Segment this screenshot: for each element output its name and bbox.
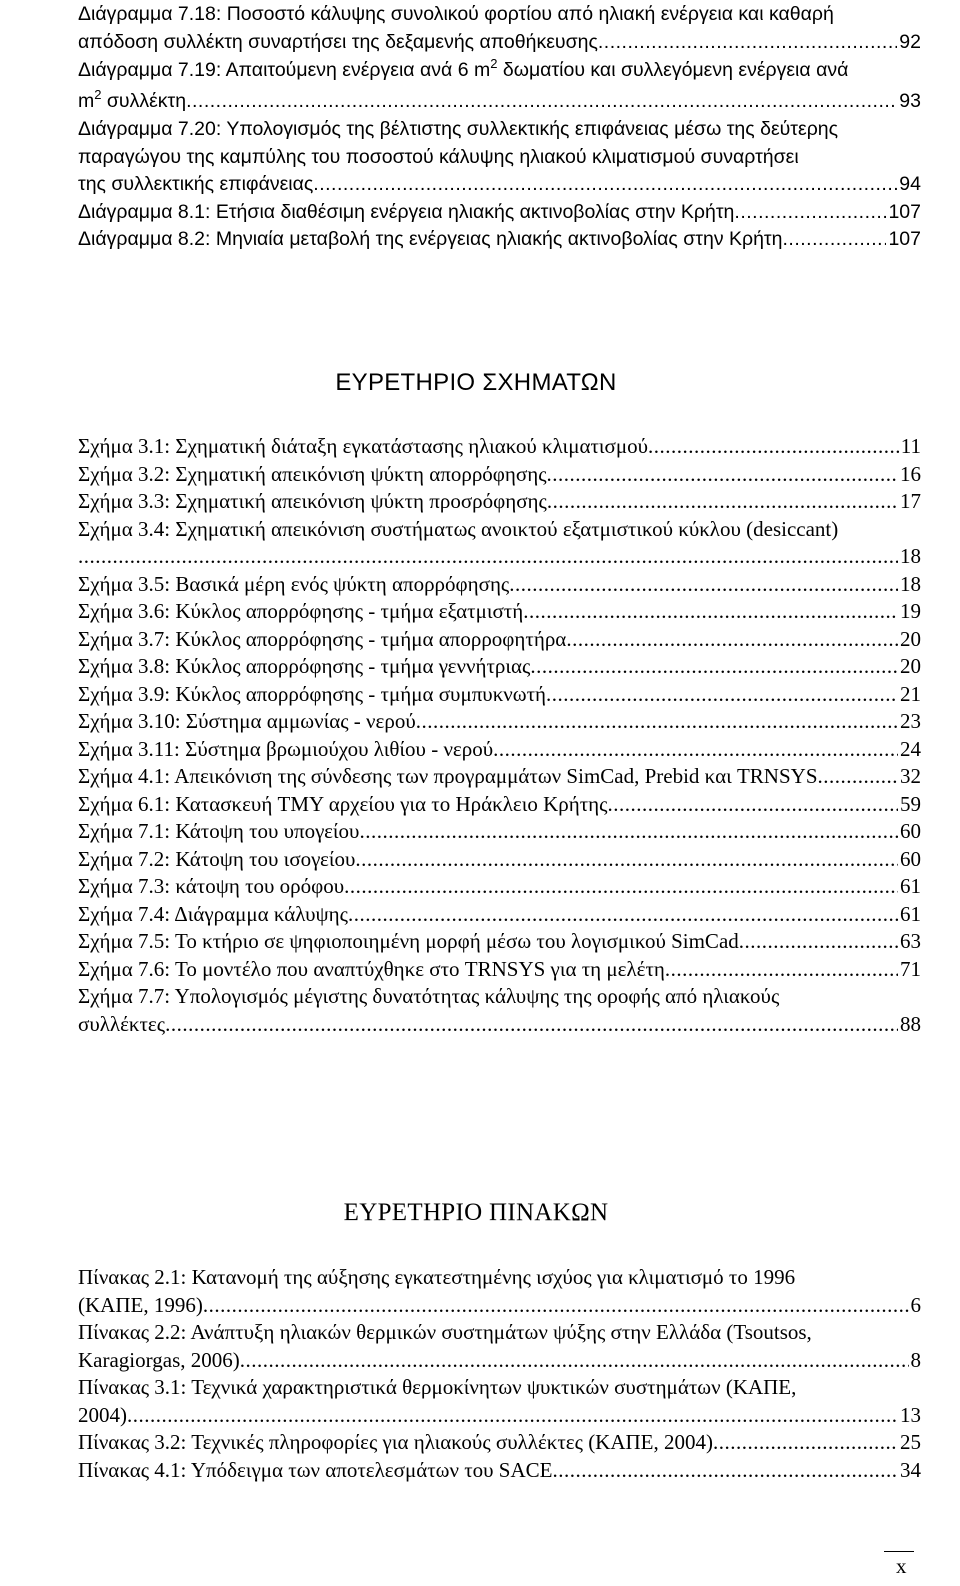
tables-list (31, 1264, 921, 1484)
page-number: 32 (900, 764, 921, 788)
entry-text: Σχήμα 7.2: Κάτοψη του ισογείου (78, 846, 356, 871)
page-number: 19 (900, 599, 921, 623)
entry-text: Σχήμα 3.2: Σχηματική απεικόνιση ψύκτη απορρόφησης (78, 461, 547, 486)
list-item (31, 818, 921, 846)
dot-leader (203, 1292, 909, 1320)
entry-text: δωματίου και συλλεγόμενη ενέργεια ανά (497, 59, 849, 81)
list-item (31, 1, 921, 56)
page-number: 61 (900, 901, 921, 926)
tables-heading: ΕΥΡΕΤΗΡΙΟ ΠΙΝΑΚΩΝ (343, 1199, 609, 1226)
entry-text: Σχήμα 3.4: Σχηματική απεικόνιση συστήματως ανοικτού εξατμιστικού κύκλου (desiccant) (78, 516, 839, 541)
page-number: 21 (900, 681, 921, 706)
entry-text: Διάγραμμα 7.20: Υπολογισμός της βέλτιστης συλλεκτικής επιφάνειας μέσω της δεύτερης (78, 118, 839, 140)
entry-text: Σχήμα 3.7: Κύκλος απορρόφησης - τμήμα απορροφητήρα (78, 626, 567, 651)
entry-text: Σχήμα 7.7: Υπολογισμός μέγιστης δυνατότητας κάλυψης της οροφής από ηλιακούς (78, 984, 780, 1008)
entry-text: 2004) (78, 1402, 127, 1427)
page-number: 18 (900, 544, 921, 568)
list-item (31, 1457, 921, 1485)
dot-leader (607, 791, 898, 819)
list-item (31, 598, 921, 626)
entry-text: Σχήμα 3.5: Βασικά μέρη ενός ψύκτη απορρόφησης (78, 571, 510, 596)
list-item (31, 488, 921, 516)
page-number: 17 (900, 489, 921, 513)
dot-leader (546, 681, 898, 709)
dot-leader (739, 928, 898, 956)
page-number: 93 (899, 89, 921, 112)
list-item (31, 57, 921, 115)
dot-leader (313, 171, 897, 199)
entry-text: Διάγραμμα 7.19: Απαιτούμενη ενέργεια ανά 6 m (78, 59, 491, 81)
entry-text: Σχήμα 7.4: Διάγραμμα κάλυψης (78, 901, 348, 926)
page-number: 18 (900, 571, 921, 596)
diagrams-list (31, 1, 921, 254)
page-number: 61 (900, 874, 921, 898)
entry-text: της συλλεκτικής επιφάνειας (78, 173, 314, 195)
entry-text: Σχήμα 7.6: Το μοντέλο που αναπτύχθηκε στο TRNSYS για τη μελέτη (78, 956, 665, 981)
superscript: 2 (94, 86, 102, 102)
page-number: 6 (910, 1292, 921, 1317)
list-item (31, 873, 921, 901)
footer-rule (884, 1551, 914, 1552)
entry-text: Σχήμα 6.1: Κατασκευή TMY αρχείου για το Ηράκλειο Κρήτης (78, 791, 608, 816)
dot-leader (78, 543, 898, 571)
list-item (31, 461, 921, 489)
page-number: 11 (900, 434, 921, 458)
entry-text: Σχήμα 3.8: Κύκλος απορρόφησης - τμήμα γεννήτριας (78, 654, 531, 678)
page-number: 16 (900, 461, 921, 486)
page-number: 71 (900, 956, 921, 981)
dot-leader (734, 199, 886, 227)
dot-leader (818, 763, 898, 791)
entry-text: παραγώγου της καμπύλης του ποσοστού κάλυψης ηλιακού κλιματισμού συναρτήσει (78, 145, 799, 168)
dot-leader (127, 1402, 898, 1430)
page-number: 20 (900, 654, 921, 678)
entry-text: Σχήμα 3.1: Σχηματική διάταξη εγκατάστασης ηλιακού κλιματισμού (78, 434, 649, 458)
page-number: 20 (900, 626, 921, 651)
page-number: 60 (900, 846, 921, 871)
list-item (31, 199, 921, 227)
list-item (31, 226, 921, 254)
dot-leader (509, 571, 898, 599)
page-number: 63 (900, 929, 921, 953)
list-item (31, 681, 921, 709)
entry-text: Σχήμα 3.6: Κύκλος απορρόφησης - τμήμα εξατμιστή (78, 599, 524, 623)
dot-leader (348, 901, 898, 929)
page-number: 59 (900, 791, 921, 816)
list-item (31, 708, 921, 736)
dot-leader (547, 488, 898, 516)
page-number: 60 (900, 819, 921, 843)
page-number: 25 (900, 1430, 921, 1454)
page-number: 107 (888, 228, 921, 250)
entry-text: Σχήμα 3.3: Σχηματική απεικόνιση ψύκτη προσρόφησης (78, 489, 547, 513)
dot-leader (355, 846, 898, 874)
dot-leader (648, 433, 899, 461)
list-item (31, 116, 921, 199)
list-item (31, 763, 921, 791)
entry-text: συλλέκτες (78, 1011, 166, 1036)
entry-text: Διάγραμμα 8.1: Ετήσια διαθέσιμη ενέργεια ηλιακής ακτινοβολίας στην Κρήτη (78, 200, 735, 223)
list-item (31, 1264, 921, 1319)
page-number: 107 (888, 200, 921, 223)
entry-text: Πίνακας 3.1: Τεχνικά χαρακτηριστικά θερμοκίνητων ψυκτικών συστημάτων (ΚΑΠΕ, (78, 1375, 797, 1399)
list-item (31, 1319, 921, 1374)
entry-text: Σχήμα 3.9: Κύκλος απορρόφησης - τμήμα συμπυκνωτή (78, 681, 547, 706)
list-item (31, 901, 921, 929)
page-number: 13 (900, 1402, 921, 1427)
dot-leader (782, 226, 886, 254)
list-item (31, 736, 921, 764)
list-item (31, 791, 921, 819)
dot-leader (598, 29, 897, 57)
dot-leader (165, 1011, 898, 1039)
entry-text: Σχήμα 7.1: Κάτοψη του υπογείου (78, 819, 360, 843)
dot-leader (552, 1457, 898, 1485)
list-item (31, 956, 921, 984)
entry-text: Σχήμα 7.3: κάτοψη του ορόφου (78, 874, 345, 898)
dot-leader (240, 1347, 909, 1375)
list-item (31, 983, 921, 1038)
dot-leader (493, 736, 898, 764)
page-number: 23 (900, 709, 921, 733)
page-number: 94 (899, 173, 921, 195)
entry-text: Διάγραμμα 8.2: Μηνιαία μεταβολή της ενέργειας ηλιακής ακτινοβολίας στην Κρήτη (78, 228, 783, 250)
list-item (31, 571, 921, 599)
entry-text: συλλέκτη (101, 89, 187, 112)
dot-leader (713, 1429, 898, 1457)
entry-text: Σχήμα 3.10: Σύστημα αμμωνίας - νερού (78, 709, 416, 733)
page-number: 24 (900, 736, 921, 761)
document-page (31, 0, 921, 1586)
entry-text: Σχήμα 4.1: Απεικόνιση της σύνδεσης των προγραμμάτων SimCad, Prebid και TRNSYS (78, 764, 818, 788)
page-number: 88 (900, 1011, 921, 1036)
list-item (31, 626, 921, 654)
dot-leader (416, 708, 898, 736)
list-item (31, 653, 921, 681)
page-number: 92 (899, 30, 921, 53)
page-number: 34 (900, 1457, 921, 1482)
entry-text: Karagiorgas, 2006) (78, 1347, 240, 1372)
dot-leader (530, 653, 898, 681)
dot-leader (566, 626, 898, 654)
entry-text: Πίνακας 4.1: Υπόδειγμα των αποτελεσμάτων του SACE (78, 1457, 553, 1482)
list-item (31, 516, 921, 571)
dot-leader (523, 598, 898, 626)
list-item (31, 1429, 921, 1457)
dot-leader (547, 461, 898, 489)
entry-text: απόδοση συλλέκτη συναρτήσει της δεξαμενής αποθήκευσης (78, 30, 598, 53)
entry-text: Πίνακας 3.2: Τεχνικές πληροφορίες για ηλιακούς συλλέκτες (ΚΑΠΕ, 2004) (78, 1430, 714, 1454)
page-footer-number: x (896, 1554, 907, 1578)
page-number: 8 (910, 1347, 921, 1372)
dot-leader (359, 818, 898, 846)
entry-text: Πίνακας 2.1: Κατανομή της αύξησης εγκατεστημένης ισχύος για κλιματισμό το 1996 (78, 1265, 796, 1289)
superscript: 2 (490, 56, 498, 71)
list-item (31, 928, 921, 956)
list-item (31, 1374, 921, 1429)
dot-leader (344, 873, 898, 901)
entry-text: Διάγραμμα 7.18: Ποσοστό κάλυψης συνολικού φορτίου από ηλιακή ενέργεια και καθαρή (78, 3, 834, 25)
dot-leader (186, 88, 897, 116)
entry-text: Σχήμα 3.11: Σύστημα βρωμιούχου λιθίου - νερού (78, 736, 494, 761)
list-item (31, 433, 921, 461)
entry-text: Πίνακας 2.2: Ανάπτυξη ηλιακών θερμικών συστημάτων ψύξης στην Ελλάδα (Tsoutsos, (78, 1320, 812, 1344)
entry-text: (ΚΑΠΕ, 1996) (78, 1292, 203, 1317)
dot-leader (665, 956, 898, 984)
figures-list (31, 433, 921, 1038)
figures-heading: ΕΥΡΕΤΗΡΙΟ ΣΧΗΜΑΤΩΝ (335, 369, 617, 396)
entry-text: m (78, 89, 95, 112)
entry-text: Σχήμα 7.5: Το κτήριο σε ψηφιοποιημένη μορφή μέσω του λογισμικού SimCad (78, 929, 739, 953)
list-item (31, 846, 921, 874)
